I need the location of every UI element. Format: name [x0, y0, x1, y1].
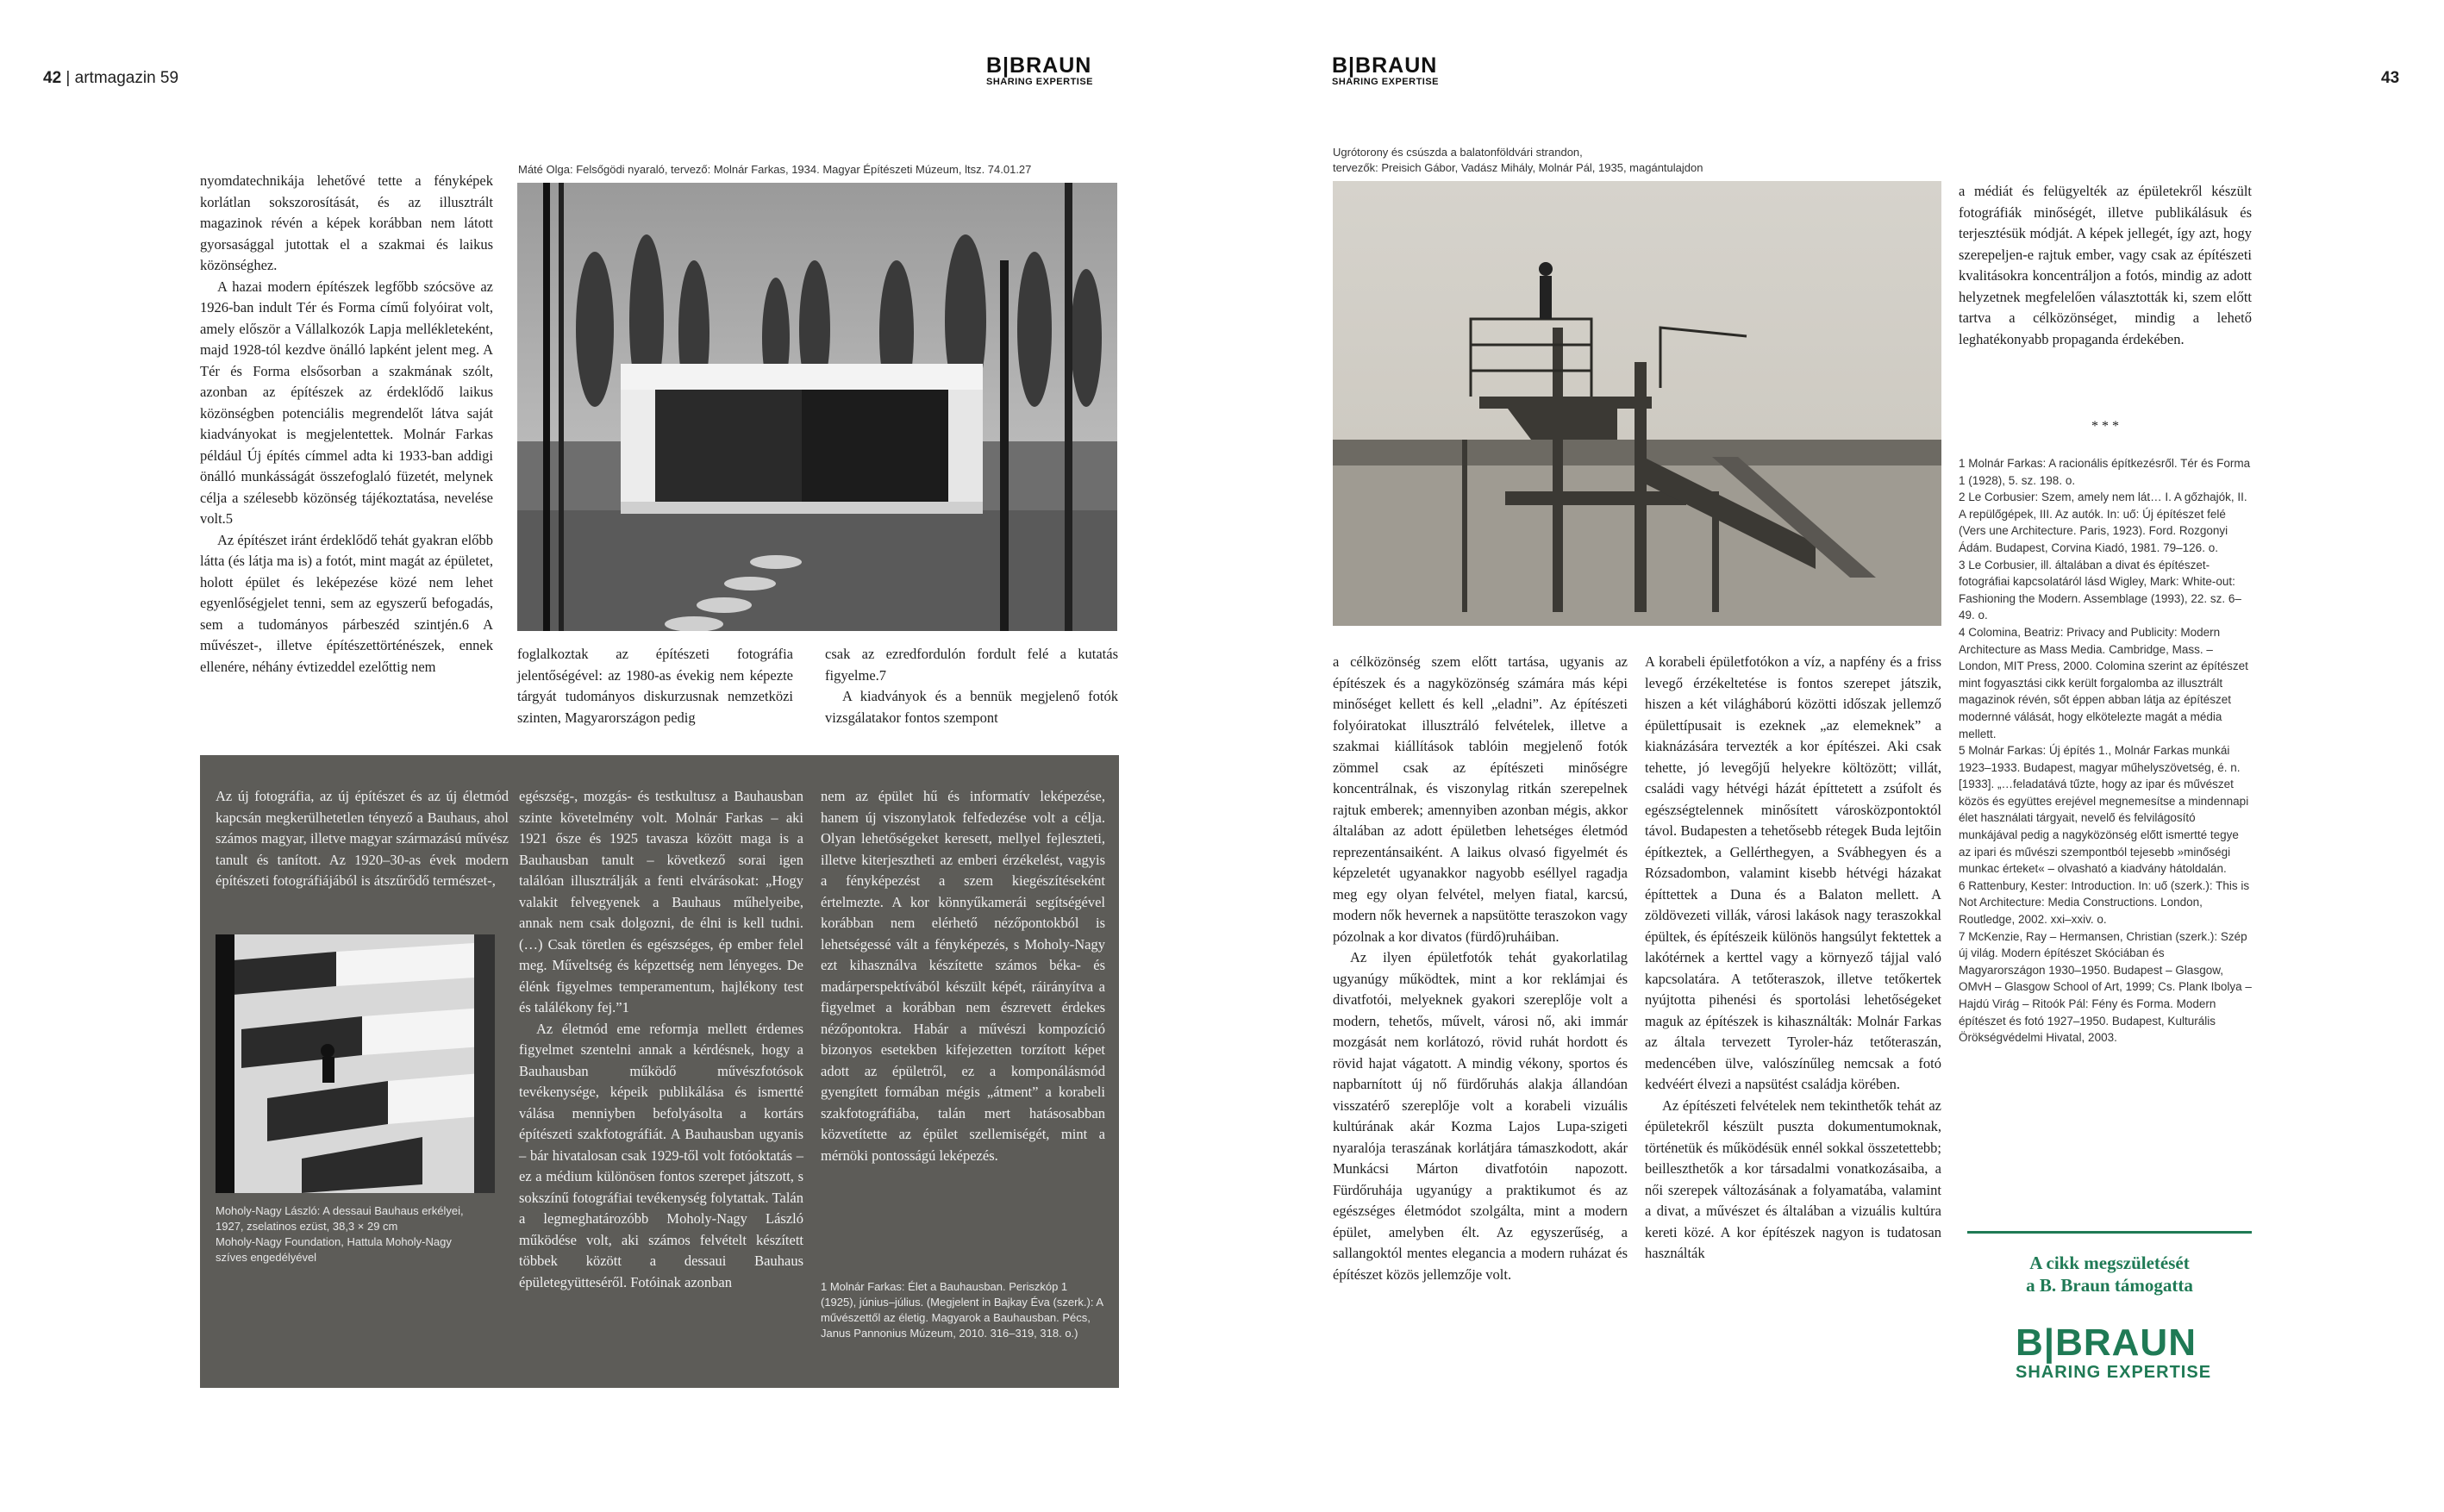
right-column-3: a médiát és felügyelték az épületekről készült fotográfiák minőségét, illetve publikálásuk és terjesztésük módját. A képek jellegét, így azt, hogy szerepeljen-e rajtuk ember, vagy csak az építészeti kvalitásokra koncentráljon a fotós, mindig az adott helyzetnek megfelelően választották ki, szem előtt tartva a célközönséget, mindig a lehető leghatékonyabb propaganda érdekében. — [1959, 183, 2252, 347]
footnotes-list — [1959, 455, 2252, 1047]
footnote-4: 4 Colomina, Beatriz: Privacy and Publicity: Modern Architecture as Mass Media. Cambridge, Mass. – London, MIT Press, 2000. Colomina szerint az építészet mint fogyasztási cikk került forgalomba az illusztrált magazinok révén, sőt éppen abban látja az építészet modernné válását, hogy elkötelezte magát a média mellett. — [1959, 625, 2248, 740]
box-footnote: 1 Molnár Farkas: Élet a Bauhausban. Periszkóp 1 (1925), június–július. (Megjelent in Bajkay Éva (szerk.): A művészettől az életig. Magyarok a Bauhausban. Pécs, Janus Pannonius Múzeum, 2010. 316–319, 318. o.) — [821, 1280, 1103, 1340]
left-column-3: csak az ezredfordulón fordult felé a kutatás figyelme.7 A kiadványok és a bennük megjelenő fotók vizsgálatakor fontos szempont — [825, 646, 1118, 726]
support-divider — [1967, 1231, 2252, 1234]
footnote-2: 2 Le Corbusier: Szem, amely nem lát… I. A gőzhajók, II. A repülőgépek, III. Az autók. In: uő: Új építészet felé (Vers une Architecture. Paris, 1923). Ford. Rozgonyi Ádám. Budapest, Corvina Kiadó, 1981. 79–126. o. — [1959, 490, 2247, 554]
footnote-1: 1 Molnár Farkas: A racionális építkezésről. Tér és Forma 1 (1928), 5. sz. 198. o. — [1959, 457, 2251, 487]
photo-caption-villa: Máté Olga: Felsőgödi nyaraló, tervező: Molnár Farkas, 1934. Magyar Építészeti Múzeum, ltsz. 74.01.27 — [518, 163, 1032, 176]
box-intro-text: Az új fotográfia, az új építészet és az új életmód kapcsán megkerülhetetlen tényező a Bauhaus, ahol számos magyar, illetve magyar származású művész tanult és tanított. Az 1920–30-as évek modern építészeti fotográfiájából is átszűrődő természet-, — [216, 788, 509, 889]
left-column-1: nyomdatechnikája lehetővé tette a fényképek korlátlan sokszorosítását, és az illusztrált magazinok révén a képek korábban nem látott gyorsasággal jutottak el a szakmai és laikus közönséghez. A hazai modern építészek legfőbb szócsöve az 1926-ban indult Tér és Forma című folyóirat volt, amely először a Vállalkozók Lapja mellékleteként, majd 1928-tól kezdve önálló lapként jelent meg. A Tér és Forma elsősorban a szakmának szólt, azonban az építészek az érdeklődő laikus közönségben potenciális megrendelőt látva saját kiadványokat is megjelentettek. Molnár Farkas például Új építés címmel adta ki 1933-ban addigi önálló munkásságát összefoglaló füzetét, melynek célja a szélesebb közönség tájékoztatása, nevelése volt.5 Az építészet iránt érdeklődő tehát gyakran előbb látta (és látja ma is) a fotót, mint magát az épületet, holott épület és leképezése közé nem lehet egyenlőségjelet tenni, sem az egyszerű befogadás, sem a tudományos párbeszéd szintjén.6 A művészet-, illetve építészettörténészek, ennek ellenére, néhány évtizeddel ezelőttig nem — [200, 172, 493, 675]
box-column-3: nem az épület hű és informatív leképezése, hanem új viszonylatok felfedezése volt a célja. Olyan lehetőségeket keresett, mellyel fejleszteti, illetve kiterjesztheti az emberi érzékelést, vagyis a fényképezést a szem kiegészítéseként értelmezte. A kor könnyűkamerái segítségével korábban nem elérhető nézőpontokból is lehetségessé vált a fényképezés, s Moholy-Nagy ezt kihasználva készítette számos béka- és madárperspektívából készült képét, ráirányítva a figyelmet a korábban nem észrevett érdekes nézőpontokra. Habár a művészi kompozíció bizonyos esetekben kifejezetten torzított képet adott az épületről, ez a komponálásmód gyengített formában mégis „átment” a korabeli szakfotográfiába, talán mert hatásosabban közvetítette az épület szellemiségét, mint a mérnöki pontosságú leképezés. — [821, 788, 1105, 1164]
left-page-number: 42 | artmagazin 59 — [43, 69, 179, 87]
bauhaus-sidebar-box — [200, 755, 1119, 1388]
right-page-number: 43 — [2381, 69, 2400, 87]
footnote-3: 3 Le Corbusier, ill. általában a divat és építészet-fotográfiai kapcsolatáról lásd Wigley, Mark: White-out: Fashioning the Modern. Assemblage (1993), 22. sz. 6–49. o. — [1959, 558, 2241, 622]
section-stars: * * * — [2091, 419, 2119, 434]
diving-tower-photo — [1333, 181, 1941, 626]
villa-photo — [517, 183, 1117, 631]
footnote-7: 7 McKenzie, Ray – Hermansen, Christian (szerk.): Szép új világ. Modern építészet Skóciában és Magyarországon 1930–1950. Budapest – Glasgow, OMvH – Glasgow School of Art, 1999; Cs. Plank Ibolya – Hajdú Virág – Ritoók Pál: Fény és Forma. Modern építészet és fotó 1927–1950. Budapest, Kulturális Örökségvédelmi Hivatal, 2003. — [1959, 929, 2252, 1045]
footnote-5: 5 Molnár Farkas: Új építés 1., Molnár Farkas munkái 1923–1933. Budapest, magyar műhelyszövetség, é. n. [1933]. „…feladatává tűzte, hogy az ipar és művészet közös és együttes erejével megnemesítse a mindennapi élet használati tárgyait, nevelő és felvilágosító munkájával pedig a nagyközönség előtt ismertté tegye az ipari és művészi szempontból tejesebb »minőségi munkac érteket« – olvasható a kiadvány hátoldalán. — [1959, 744, 2249, 876]
left-column-2: foglalkoztak az építészeti fotográfia jelentőségével: az 1980-as évekig nem képezte tárgyát tudományos diskurzusnak nemzetközi szinten, Magyarországon pedig — [517, 646, 793, 726]
braun-logo-right: B|BRAUN SHARING EXPERTISE — [1332, 53, 1440, 87]
bauhaus-balconies-photo — [216, 934, 495, 1193]
footnote-6: 6 Rattenbury, Kester: Introduction. In: uő (szerk.): This is Not Architecture: Media Constructions. London, Routledge, 2002. xxi–xxiv. o. — [1959, 878, 2250, 927]
braun-logo-green: B|BRAUN SHARING EXPERTISE — [2016, 1321, 2212, 1382]
box-photo-caption: Moholy-Nagy László: A dessaui Bauhaus erkélyei, 1927, zselatinos ezüst, 38,3 × 29 cm Moholy-Nagy Foundation, Hattula Moholy-Nagy szíves engedélyével — [216, 1204, 464, 1264]
support-text: A cikk megszületését a B. Braun támogatta — [2026, 1253, 2193, 1296]
right-column-2: A korabeli épületfotókon a víz, a napfény és a friss levegő érzékeltetése is fontos szerepet játszik, hiszen a két világháború közötti időszak jellemző épülettípusait is ezeknek „az elemeknek” a kiaknázására tervezték a kor építészei. Aki csak tehette, jó levegőjű helyekre költözött; villát, családi vagy hétvégi házát építtetett a zsúfolt és egészségtelennek minősített városközpontoktól távol. Budapesten a tehetősebb rétegek Buda lejtőin építkeztek, a Gellérthegyen, a Svábhegyen és a Rózsadombon, valamint kisebb hétvégi házakat építtettek a Duna és a Balaton mellett. A zöldövezeti villák, városi lakások nagy teraszokkal épültek, és építészeik különös hangsúlyt fektettek a lakótérnek a kerttel vagy a környező tájjal való kapcsolatára. A tetőteraszok, illetve tetőkertek nyújtotta pihenési és sportolási lehetőségeket maguk az építészek is kihasználták: Molnár Farkas az általa tervezett Tyroler-ház tetőteraszán, medencében ülve, valószínűleg nemcsak a fotó kedvéért élvezi a napsütést családja körében. Az építészeti felvételek nem tekinthetők tehát az épületekről készült puszta dokumentumoknak, történetük és működésük ennél sokkal összetettebb; beilleszthetők a kor társadalmi vonatkozásaiba, a női szerepek változásának a folyamatába, valamint a divat, a művészet és általában a vizuális kultúra kereti közé. A kor építészek nagyon is tudatosan használták — [1645, 653, 1941, 1261]
photo-caption-diving-tower: Ugrótorony és csúszda a balatonföldvári strandon, tervezők: Preisich Gábor, Vadász Mihály, Molnár Pál, 1935, magántulajdon — [1333, 146, 1703, 174]
box-column-2: egészség-, mozgás- és testkultusz a Bauhausban szinte követelmény volt. Molnár Farkas – aki 1921 ősze és 1925 tavasza között maga is a Bauhausban tanult – következő sorai igen találóan illusztrálják a fenti elvárásokat: „Hogy valakit felvegyenek a Bauhaus műhelyeibe, annak nem csak dolgozni, de élni is kell tudni. (…) Csak töretlen és egészséges, ép ember felel meg. Műveltség és képzettség nem lényeges. De élénk figyelmes temperamentum, hajlékony test és találékony fej.”1 Az életmód eme reformja mellett érdemes figyelmet szentelni annak a kérdésnek, hogy a Bauhausban működő művészfotósok tevékenysége, képeik publikálása és ismertté válása menniyben befolyásolta a kortárs építészeti szakfotográfiát. A Bauhausban ugyanis – bár hivatalosan csak 1929-től volt fotóoktatás – ez a médium különösen fontos szerepet játszott, s sokszínű fotográfiai tevékenység folytattak. Talán a legmeghatározóbb Moholy-Nagy László működése volt, aki számos felvételt készített többek között a dessaui Bauhaus épületegyütteséről. Fotóinak azonban — [519, 788, 803, 1290]
braun-logo-left: B|BRAUN SHARING EXPERTISE — [986, 53, 1094, 87]
right-column-1: a célközönség szem előtt tartása, ugyanis az építészek és a nagyközönség számára más képi minőséget kellett és kell „eladni”. Az építészeti folyóiratokat illusztráló felvételek, illetve a szakmai kiállítások tablóin megjelenő fotók zömmel csak az építészeti minőségre koncentrálnak, és viszonylag ritkán szerepelnek rajtuk emberek; amennyiben azonban mégis, akkor általában az adott épületben lehetséges életmód reprezentánsaiként. A laikus olvasó figyelmét és képzeletét ugyanakkor nagyobb eséllyel ragadja meg egy olyan felvétel, melyen fiatal, karcsú, modern nők hevernek a napsütötte teraszokon vagy pózolnak a kor divatos (fürdő)ruháiban. Az ilyen épületfotók tehát gyakorlatilag ugyanúgy működtek, mint a kor reklámjai és divatfotói, melyeknek gyakori szereplője volt a modern, tehetős, művelt, városi nő, aki immár mozgását nem korlátozó, rövid ruhát hordott és rövid hajat vágatott. A mindig vékony, sportos és napbarnított új nő fürdőruhás alakja állandóan visszatérő szereplője volt a korabeli vizuális kultúrának akár Kozma Lajos Lupa-szigeti nyaralója teraszának korlátjára támaszkodott, akár Munkácsi Márton divatfotóin napozott. Fürdőruhája ugyanúgy a praktikumot és az egészséges életmódot szolgálta, mint a modern épület, amelyben élt. Az egyszerűség, a sallangoktól mentes elegancia a modern ruházat és építészet közös jellemzője volt. — [1333, 653, 1628, 1283]
